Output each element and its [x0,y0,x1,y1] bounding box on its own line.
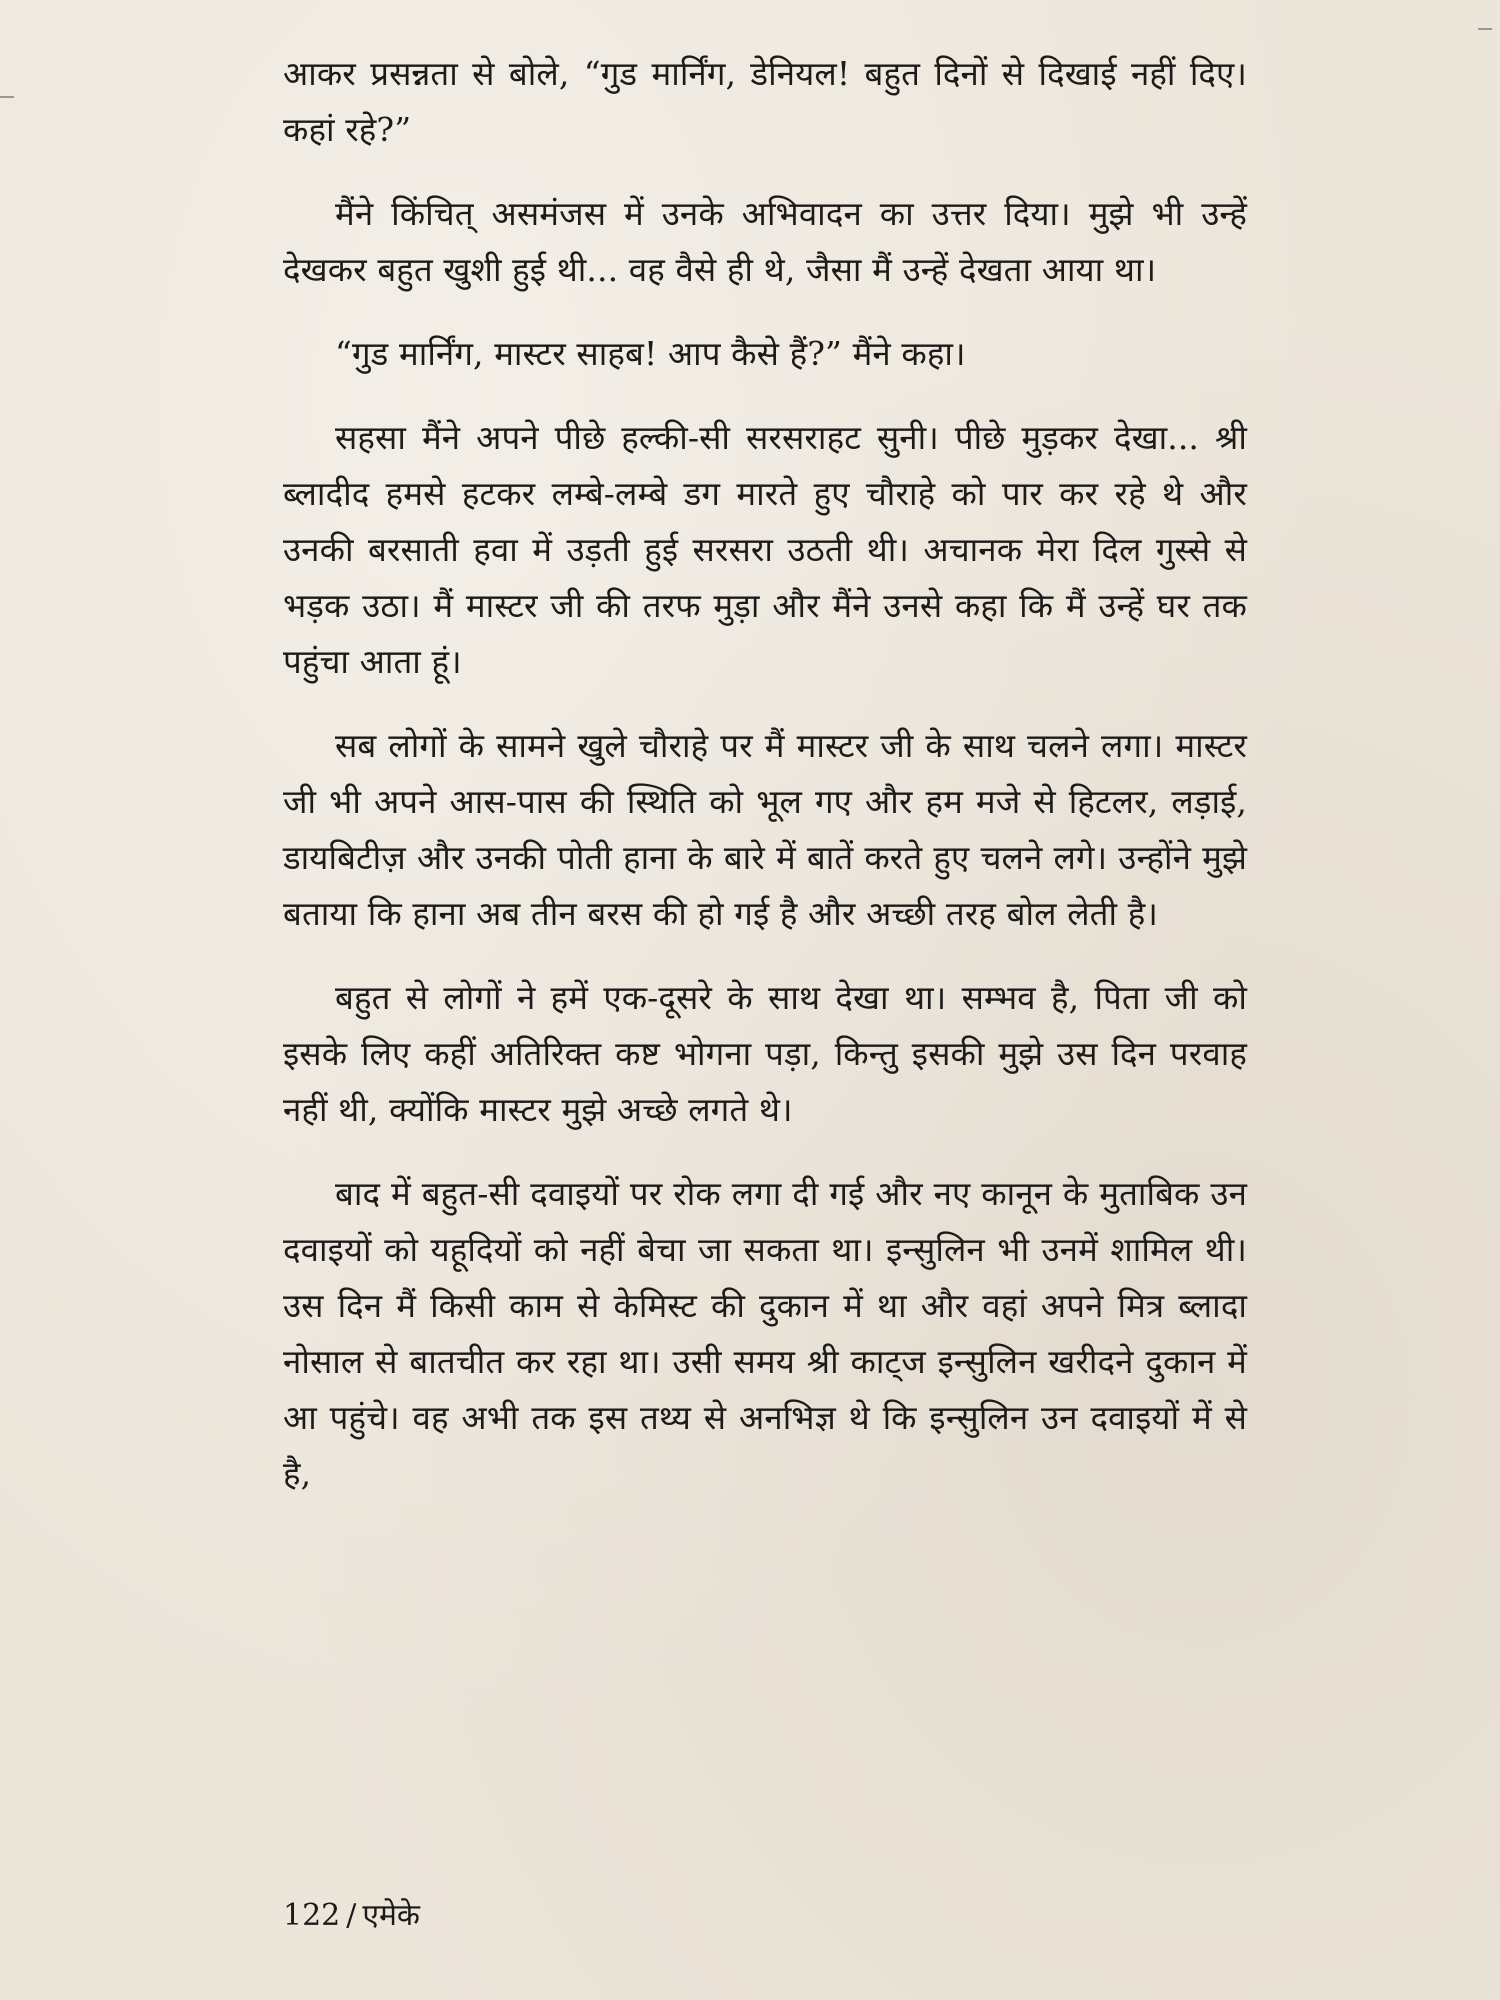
paragraph-4: सहसा मैंने अपने पीछे हल्की-सी सरसराहट सुनी। पीछे मुड़कर देखा... श्री ब्लादीद हमसे हटकर लम्बे-लम्बे डग मारते हुए चौराहे को पार कर रहे थे और उनकी बरसाती हवा में उड़ती हुई सरसरा उठती थी। अचानक मेरा दिल गुस्से से भड़क उठा। मैं मास्टर जी की तरफ मुड़ा और मैंने उनसे कहा कि मैं उन्हें घर तक पहुंचा आता हूं। [283,418,1247,681]
paragraph-1: आकर प्रसन्नता से बोले, “गुड मार्निंग, डेनियल! बहुत दिनों से दिखाई नहीं दिए। कहां रहे?” [283,54,1247,149]
book-title: एमेके [362,1898,420,1933]
paragraph-2: मैंने किंचित् असमंजस में उनके अभिवादन का उत्तर दिया। मुझे भी उन्हें देखकर बहुत खुशी हुई थी... वह वैसे ही थे, जैसा मैं उन्हें देखता आया था। [283,194,1247,289]
page-number: 122 [283,1898,341,1933]
margin-mark-right [1478,28,1492,30]
paragraph-5: सब लोगों के सामने खुले चौराहे पर मैं मास्टर जी के साथ चलने लगा। मास्टर जी भी अपने आस-पास की स्थिति को भूल गए और हम मजे से हिटलर, लड़ाई, डायबिटीज़ और उनकी पोती हाना के बारे में बातें करते हुए चलने लगे। उन्होंने मुझे बताया कि हाना अब तीन बरस की हो गई है और अच्छी तरह बोल लेती है। [283,726,1247,933]
page-footer [283,1896,426,1936]
paragraph-6: बहुत से लोगों ने हमें एक-दूसरे के साथ देखा था। सम्भव है, पिता जी को इसके लिए कहीं अतिरिक्त कष्ट भोगना पड़ा, किन्तु इसकी मुझे उस दिन परवाह नहीं थी, क्योंकि मास्टर मुझे अच्छे लगते थे। [283,978,1247,1129]
body-text [283,46,1247,1530]
margin-mark-left [0,96,14,98]
folio-separator: / [346,1898,357,1933]
paragraph-7: बाद में बहुत-सी दवाइयों पर रोक लगा दी गई और नए कानून के मुताबिक उन दवाइयों को यहूदियों को नहीं बेचा जा सकता था। इन्सुलिन भी उनमें शामिल थी। उस दिन मैं किसी काम से केमिस्ट की दुकान में था और वहां अपने मित्र ब्लादा नोसाल से बातचीत कर रहा था। उसी समय श्री काट्ज इन्सुलिन खरीदने दुकान में आ पहुंचे। वह अभी तक इस तथ्य से अनभिज्ञ थे कि इन्सुलिन उन दवाइयों में से है, [283,1174,1247,1493]
paragraph-3: “गुड मार्निंग, मास्टर साहब! आप कैसे हैं?” मैंने कहा। [335,334,966,373]
